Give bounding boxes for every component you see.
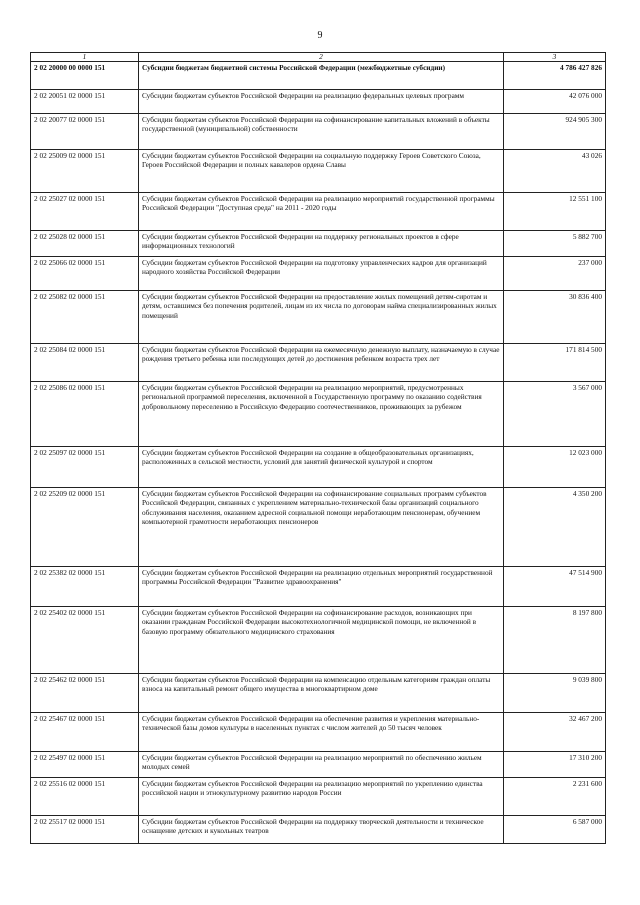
revenue-name: Субсидии бюджетам субъектов Российской Федерации на реализацию мероприятий государственной программы Российской Федерации "Доступная среда" на 2011 - 2020 годы	[139, 193, 504, 231]
budget-code: 2 02 25097 02 0000 151	[31, 447, 139, 488]
table-row	[31, 257, 606, 291]
table-row	[31, 231, 606, 257]
table-row	[31, 150, 606, 193]
budget-code: 2 02 25027 02 0000 151	[31, 193, 139, 231]
budget-code: 2 02 20077 02 0000 151	[31, 114, 139, 150]
revenue-name: Субсидии бюджетам субъектов Российской Федерации на софинансирование расходов, возникающих при оказании гражданам Российской Федерации высокотехнологичной медицинской помощи, не включенной в базовую программу обязательного медицинского страхования	[139, 607, 504, 674]
column-number-code: 1	[31, 53, 139, 62]
table-row-total	[31, 62, 606, 90]
revenue-name: Субсидии бюджетам субъектов Российской Федерации на реализацию мероприятий по укреплению единства российской нации и этнокультурному развитию народов России	[139, 778, 504, 816]
amount: 6 587 000	[504, 816, 606, 844]
table-row	[31, 382, 606, 447]
budget-code: 2 02 25086 02 0000 151	[31, 382, 139, 447]
budget-code: 2 02 25382 02 0000 151	[31, 567, 139, 607]
table-row	[31, 816, 606, 844]
budget-code: 2 02 25516 02 0000 151	[31, 778, 139, 816]
budget-code: 2 02 25209 02 0000 151	[31, 488, 139, 567]
revenue-name: Субсидии бюджетам субъектов Российской Федерации на социальную поддержку Героев Советского Союза, Героев Российской Федерации и полных кавалеров ордена Славы	[139, 150, 504, 193]
table-row	[31, 607, 606, 674]
table-row	[31, 778, 606, 816]
revenue-name: Субсидии бюджетам субъектов Российской Федерации на софинансирование капитальных вложений в объекты государственной (муниципальной) собственности	[139, 114, 504, 150]
table-row	[31, 291, 606, 344]
revenue-name: Субсидии бюджетам субъектов Российской Федерации на компенсацию отдельным категориям граждан оплаты взноса на капитальный ремонт общего имущества в многоквартирном доме	[139, 674, 504, 713]
budget-code: 2 02 20051 02 0000 151	[31, 90, 139, 114]
amount: 3 567 000	[504, 382, 606, 447]
revenue-name: Субсидии бюджетам субъектов Российской Федерации на софинансирование социальных программ субъектов Российской Федерации, связанных с укреплением материально-технической базы организаций социального обслуживания населения, оказанием адресной социальной помощи неработающим пенсионерам, обучением компьютерной грамотности неработающих пенсионеров	[139, 488, 504, 567]
column-number-name: 2	[139, 53, 504, 62]
revenue-name: Субсидии бюджетам субъектов Российской Федерации на поддержку региональных проектов в сфере информационных технологий	[139, 231, 504, 257]
budget-code: 2 02 25462 02 0000 151	[31, 674, 139, 713]
amount: 12 551 100	[504, 193, 606, 231]
amount: 924 905 300	[504, 114, 606, 150]
amount: 17 310 200	[504, 752, 606, 778]
revenue-name: Субсидии бюджетам субъектов Российской Федерации на создание в общеобразовательных организациях, расположенных в сельской местности, условий для занятий физической культурой и спортом	[139, 447, 504, 488]
table-row	[31, 674, 606, 713]
revenue-name: Субсидии бюджетам субъектов Российской Федерации на ежемесячную денежную выплату, назначаемую в случае рождения третьего ребенка или последующих детей до достижения ребенком возраста трех лет	[139, 344, 504, 382]
table-row	[31, 567, 606, 607]
amount: 237 000	[504, 257, 606, 291]
table-row	[31, 344, 606, 382]
revenue-name: Субсидии бюджетам субъектов Российской Федерации на предоставление жилых помещений детям-сиротам и детям, оставшимся без попечения родителей, лицам из их числа по договорам найма специализированных жилых помещений	[139, 291, 504, 344]
budget-code: 2 02 25009 02 0000 151	[31, 150, 139, 193]
column-number-header-row	[31, 53, 606, 62]
budget-code: 2 02 25066 02 0000 151	[31, 257, 139, 291]
amount: 12 023 000	[504, 447, 606, 488]
table-row	[31, 90, 606, 114]
amount: 171 814 500	[504, 344, 606, 382]
table-row	[31, 447, 606, 488]
revenue-name: Субсидии бюджетам субъектов Российской Федерации на реализацию мероприятий, предусмотренных региональной программой переселения, включенной в Государственную программу по оказанию содействия добровольному переселению в Российскую Федерацию соотечественников, проживающих за рубежом	[139, 382, 504, 447]
budget-code: 2 02 25467 02 0000 151	[31, 713, 139, 752]
revenue-name: Субсидии бюджетам субъектов Российской Федерации на подготовку управленческих кадров для организаций народного хозяйства Российской Федерации	[139, 257, 504, 291]
budget-code: 2 02 25082 02 0000 151	[31, 291, 139, 344]
budget-code: 2 02 25517 02 0000 151	[31, 816, 139, 844]
amount: 2 231 600	[504, 778, 606, 816]
table-row	[31, 752, 606, 778]
revenue-name: Субсидии бюджетам бюджетной системы Российской Федерации (межбюджетные субсидии)	[139, 62, 504, 90]
revenue-name: Субсидии бюджетам субъектов Российской Федерации на реализацию федеральных целевых программ	[139, 90, 504, 114]
table-row	[31, 193, 606, 231]
budget-revenue-table	[30, 52, 606, 844]
budget-code: 2 02 25084 02 0000 151	[31, 344, 139, 382]
amount: 43 026	[504, 150, 606, 193]
budget-code: 2 02 20000 00 0000 151	[31, 62, 139, 90]
amount: 32 467 200	[504, 713, 606, 752]
amount: 4 786 427 826	[504, 62, 606, 90]
table-row	[31, 488, 606, 567]
revenue-name: Субсидии бюджетам субъектов Российской Федерации на реализацию отдельных мероприятий государственной программы Российской Федерации "Развитие здравоохранения"	[139, 567, 504, 607]
table-row	[31, 114, 606, 150]
revenue-name: Субсидии бюджетам субъектов Российской Федерации на поддержку творческой деятельности и техническое оснащение детских и кукольных театров	[139, 816, 504, 844]
page-number: 9	[317, 30, 323, 41]
amount: 8 197 800	[504, 607, 606, 674]
budget-code: 2 02 25497 02 0000 151	[31, 752, 139, 778]
revenue-name: Субсидии бюджетам субъектов Российской Федерации на реализацию мероприятий по обеспечению жильем молодых семей	[139, 752, 504, 778]
amount: 30 836 400	[504, 291, 606, 344]
amount: 5 882 700	[504, 231, 606, 257]
amount: 9 039 800	[504, 674, 606, 713]
amount: 42 076 000	[504, 90, 606, 114]
amount: 47 514 900	[504, 567, 606, 607]
revenue-name: Субсидии бюджетам субъектов Российской Федерации на обеспечение развития и укрепления материально-технической базы домов культуры в населенных пунктах с числом жителей до 50 тысяч человек	[139, 713, 504, 752]
table-row	[31, 713, 606, 752]
amount: 4 350 200	[504, 488, 606, 567]
budget-code: 2 02 25028 02 0000 151	[31, 231, 139, 257]
column-number-amount: 3	[504, 53, 606, 62]
budget-code: 2 02 25402 02 0000 151	[31, 607, 139, 674]
